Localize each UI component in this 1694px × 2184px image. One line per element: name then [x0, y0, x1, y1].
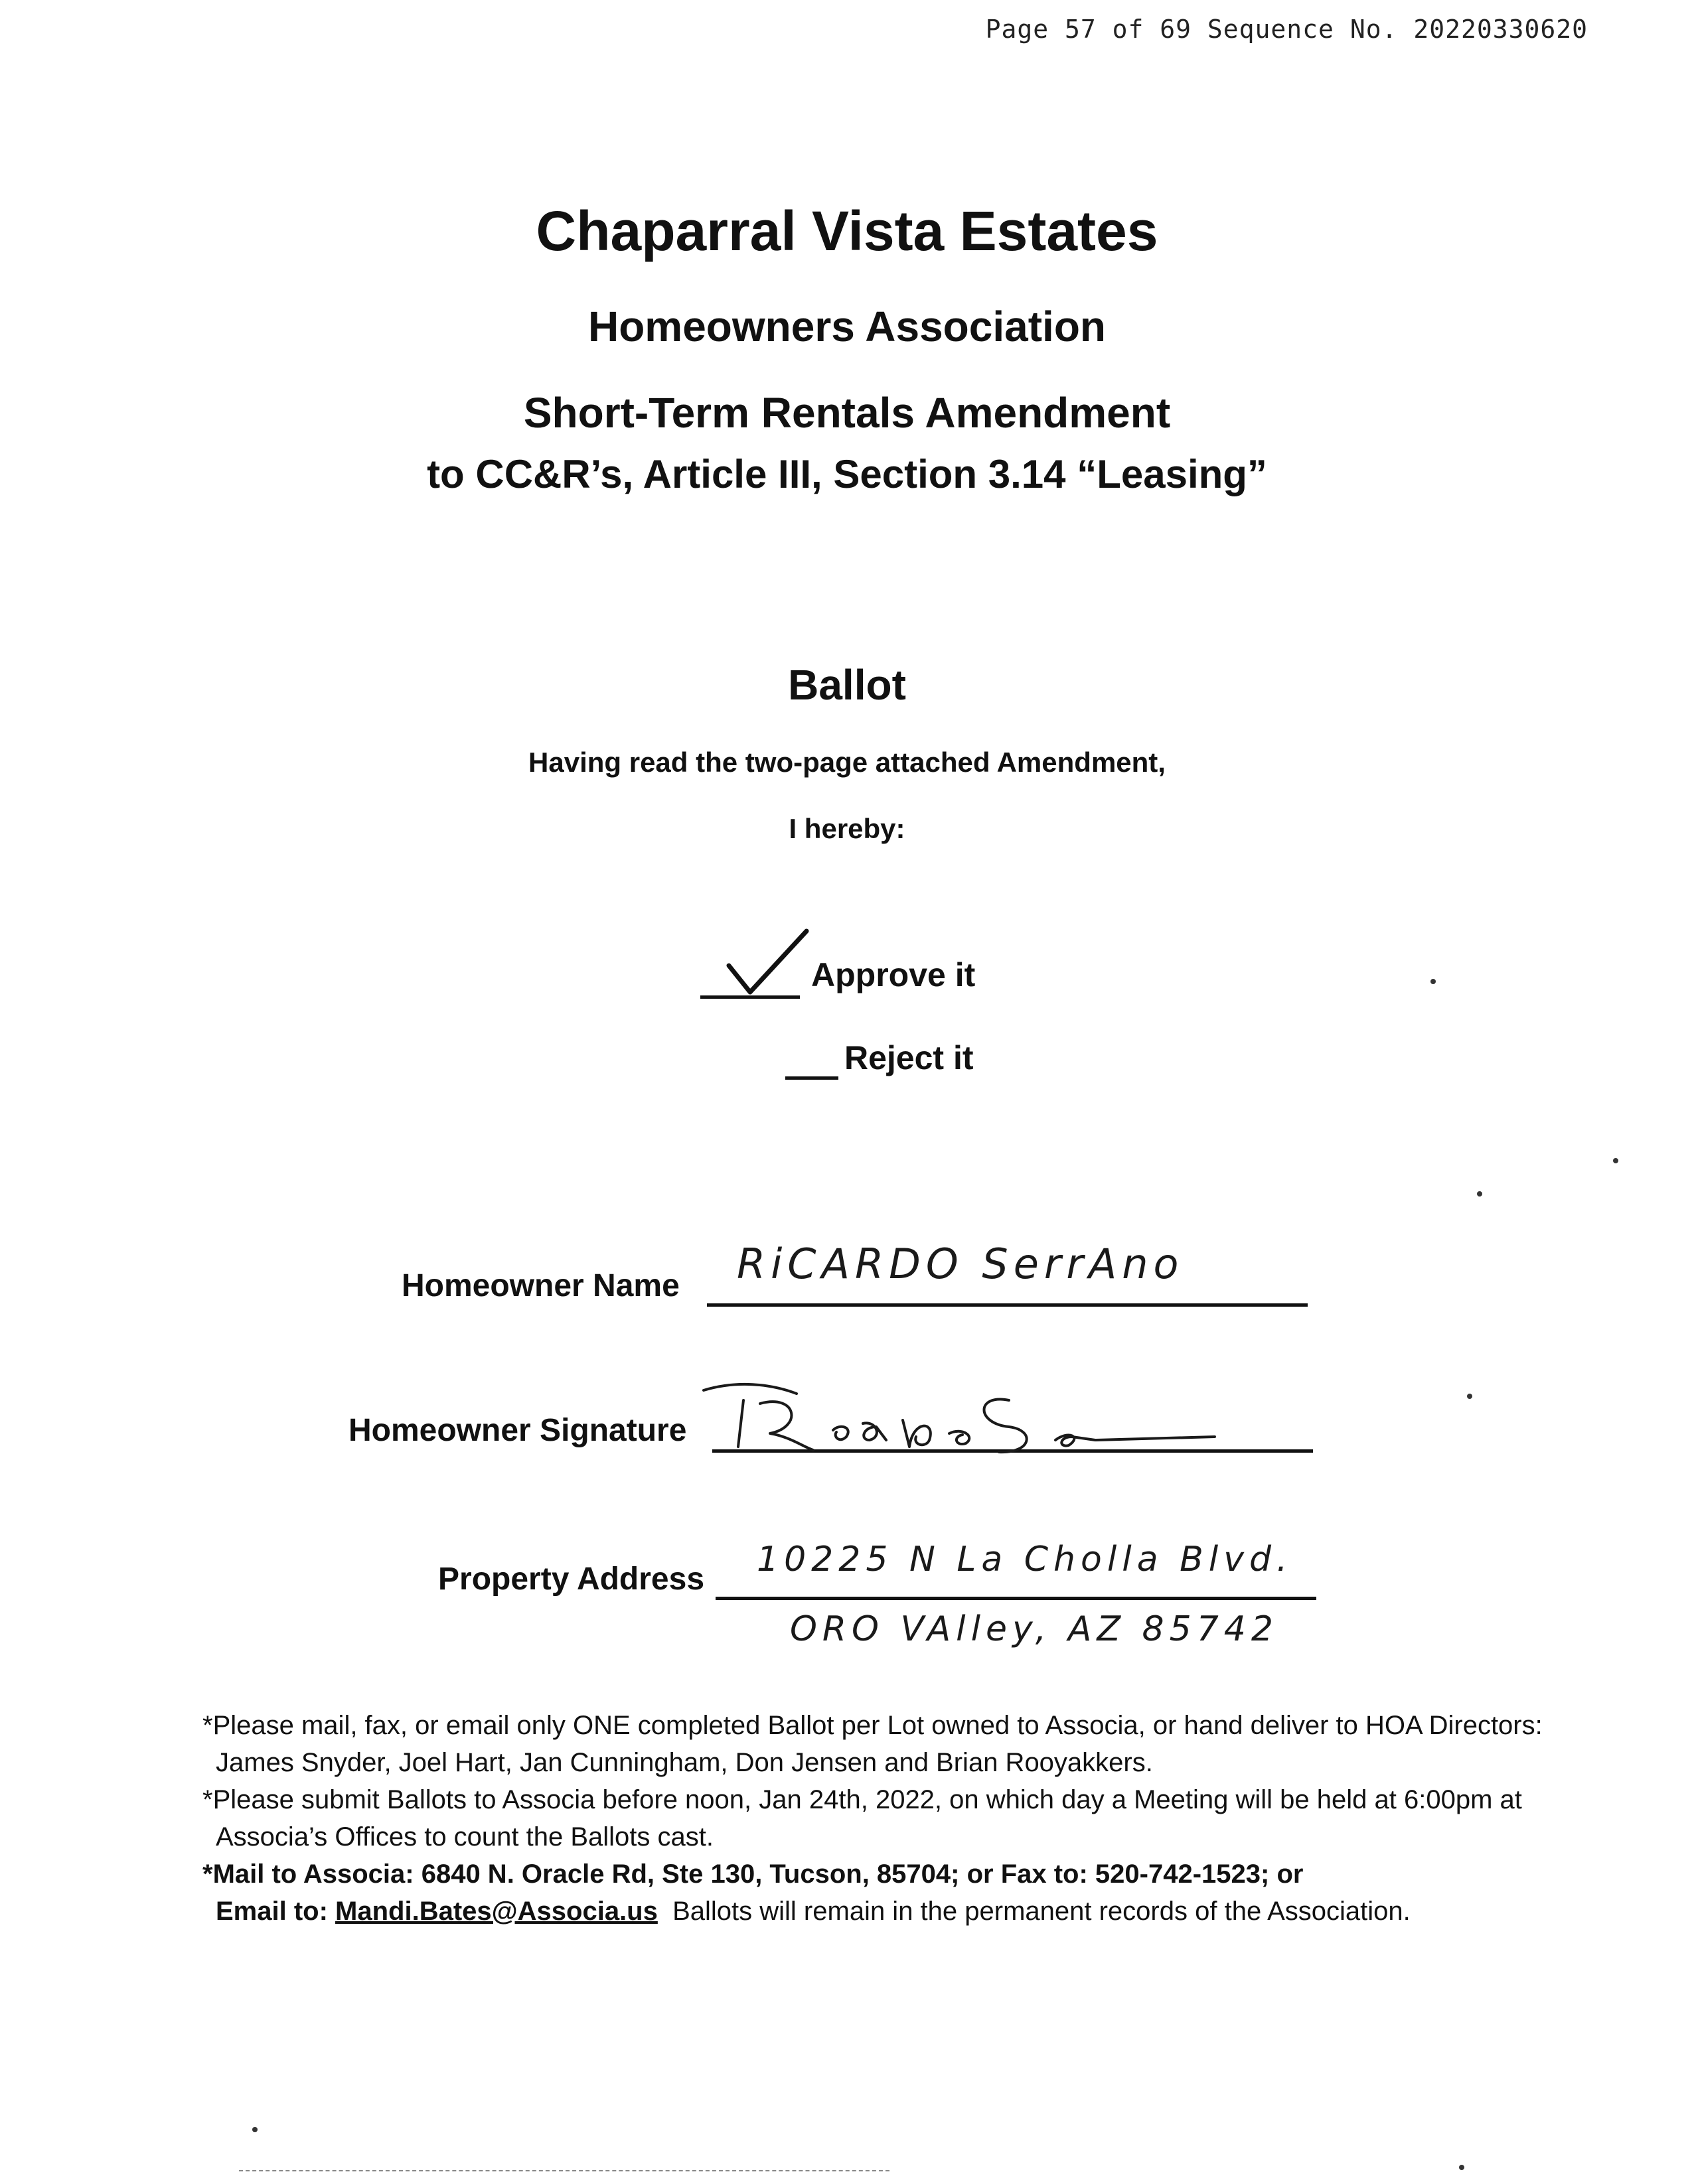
ballot-instructions [189, 1707, 1543, 1930]
property-address-label: Property Address [438, 1562, 705, 1597]
mail-fax-text: *Mail to Associa: 6840 N. Oracle Rd, Ste 130, Tucson, 85704; or Fax to: 520-742-1523; or [202, 1859, 1304, 1889]
page-bottom-rule [239, 2170, 889, 2171]
ballot-hereby: I hereby: [789, 813, 905, 844]
approve-label: Approve it [811, 956, 976, 993]
scan-speck [252, 2127, 258, 2132]
scan-speck [1467, 1394, 1472, 1399]
ballot-heading: Ballot [788, 661, 906, 709]
instruction-mail-fax-email [189, 1856, 1543, 1930]
reject-label: Reject it [844, 1039, 974, 1076]
instruction-deadline: *Please submit Ballots to Associa before noon, Jan 24th, 2022, on which day a Meeting will be held at 6:00pm at Associa’s Offices to count the Ballots cast. [202, 1785, 1522, 1852]
amendment-title: Short-Term Rentals Amendment [523, 389, 1171, 437]
email-label: Email to: [216, 1897, 328, 1926]
homeowner-name-label: Homeowner Name [402, 1268, 680, 1303]
page-sequence-header: Page 57 of 69 Sequence No. 20220330620 [985, 15, 1588, 44]
approve-checkmark-icon [724, 926, 810, 999]
ballot-intro: Having read the two-page attached Amendment, [528, 747, 1166, 778]
signature-scribble-icon [697, 1374, 1228, 1460]
reject-blank[interactable] [785, 1043, 838, 1080]
scan-speck [1613, 1158, 1618, 1163]
homeowner-name-value: RiCARDO SerrAno [737, 1240, 1184, 1288]
scan-speck [1430, 979, 1436, 984]
email-link[interactable]: Mandi.Bates@Associa.us [335, 1897, 658, 1926]
scan-speck [1459, 2165, 1464, 2170]
homeowner-signature-label: Homeowner Signature [348, 1413, 687, 1448]
amendment-reference: to CC&R’s, Article III, Section 3.14 “Leasing” [427, 452, 1267, 496]
scan-speck [1477, 1191, 1482, 1197]
records-text: Ballots will remain in the permanent records of the Association. [672, 1897, 1411, 1926]
association-name: Chaparral Vista Estates [536, 200, 1158, 262]
instruction-delivery: *Please mail, fax, or email only ONE completed Ballot per Lot owned to Associa, or hand deliver to HOA Directors: James Snyder, Joel Hart, Jan Cunningham, Don Jensen and Brian Rooyakkers. [202, 1711, 1543, 1777]
property-address-line2: ORO VAlley, AZ 85742 [790, 1609, 1278, 1649]
property-address-line1: 10225 N La Cholla Blvd. [757, 1540, 1293, 1579]
association-subtitle: Homeowners Association [587, 303, 1107, 350]
